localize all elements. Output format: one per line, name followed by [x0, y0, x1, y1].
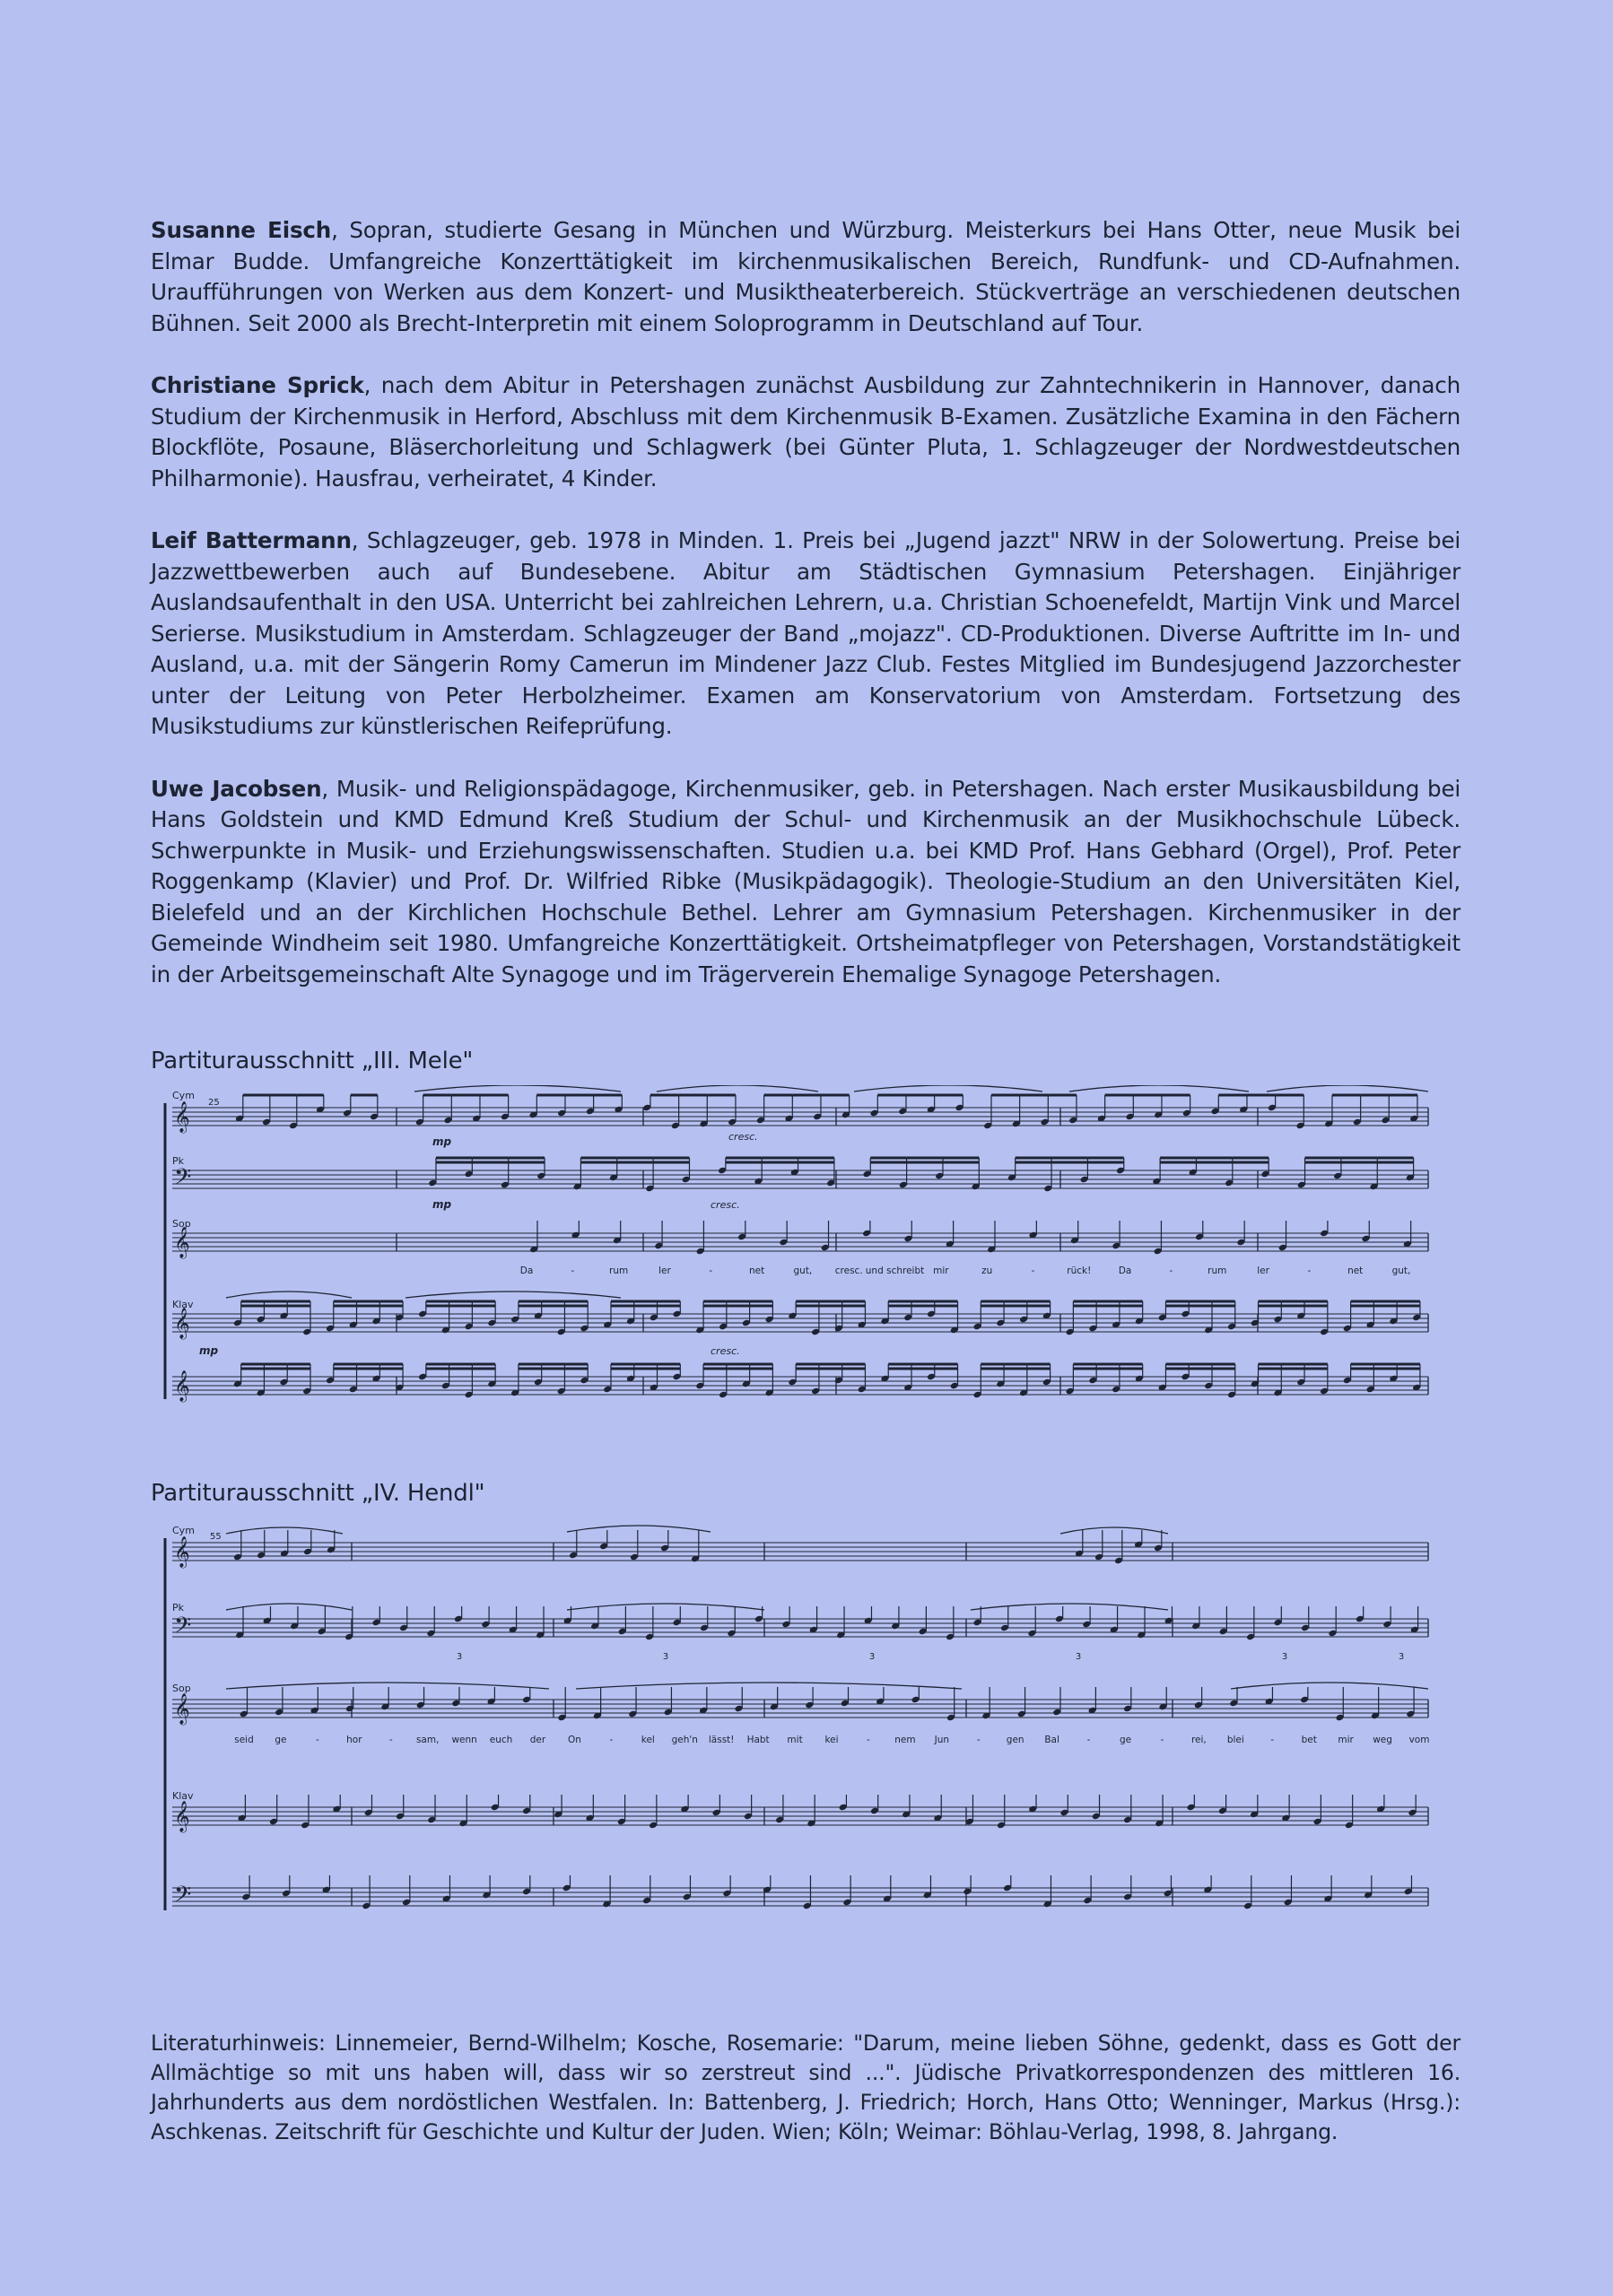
bio-text: , Sopran, studierte Gesang in München und Würzburg. Meisterkurs bei Hans Otter, neue Musik bei Elmar Budde. Umfangreiche Konzerttätigkeit im kirchenmusikalischen Bereich, Rundfunk- und CD-Aufnahmen. Uraufführungen von Werken aus dem Konzert- und Musiktheaterbereich. Stückverträge an verschiedenen deutschen Bühnen. Seit 2000 als Brecht-Interpretin mit einem Soloprogramm in Deutschland auf Tour.	[151, 217, 1460, 336]
lyric-syllable: weg	[1373, 1735, 1392, 1745]
dynamic-marking: mp	[432, 1198, 452, 1211]
bio-text: , Schlagzeuger, geb. 1978 in Minden. 1. Preis bei „Jugend jazzt" NRW in der Solowertung. Preise bei Jazzwettbewerben auch auf Bundesebene. Abitur am Städtischen Gymnasium Petershagen. Einjähriger Auslandsaufenthalt in den USA. Unterricht bei zahlreichen Lehrern, u.a. Christian Schoenefeldt, Martijn Vink und Marcel Serierse. Musikstudium in Amsterdam. Schlagzeuger der Band „mojazz". CD-Produktionen. Diverse Auftritte im In- und Ausland, u.a. mit der Sängerin Romy Camerun im Mindener Jazz Club. Festes Mitglied im Bundesjugend Jazzorchester unter der Leitung von Peter Herbolzheimer. Examen am Konservatorium von Amsterdam. Fortsetzung des Musikstudiums zur künstlerischen Reifeprüfung.	[151, 527, 1461, 739]
lyric-syllable: -	[609, 1735, 614, 1745]
lyric-syllable: bet	[1301, 1735, 1317, 1745]
slur	[226, 1527, 343, 1534]
lyric-syllable: rum	[1208, 1265, 1227, 1276]
lyric-syllable: ge	[1119, 1735, 1132, 1745]
lyric-syllable: nem	[894, 1735, 916, 1745]
bio-text: , Musik- und Religionspädagoge, Kirchenmusiker, geb. in Petershagen. Nach erster Musikausbildung bei Hans Goldstein und KMD Edmund Kreß Studium der Schul- und Kirchenmusik an der Musikhochschule Lübeck. Schwerpunkte in Musik- und Erziehungswissenschaften. Studien u.a. bei KMD Prof. Hans Gebhard (Orgel), Prof. Peter Roggenkamp (Klavier) und Prof. Dr. Wilfried Ribke (Musikpädagogik). Theologie-Studium an den Universitäten Kiel, Bielefeld und an der Kirchlichen Hochschule Bethel. Lehrer am Gymnasium Petershagen. Kirchenmusiker in der Gemeinde Windheim seit 1980. Umfangreiche Konzerttätigkeit. Ortsheimatpfleger von Petershagen, Vorstandstätigkeit in der Arbeitsgemeinschaft Alte Synagoge und im Trägerverein Ehemalige Synagoge Petershagen.	[151, 775, 1461, 987]
lyric-syllable: -	[388, 1735, 393, 1745]
lyric-syllable: wenn	[451, 1735, 477, 1745]
lyric-syllable: net	[748, 1265, 765, 1276]
lyric-syllable: -	[1160, 1735, 1164, 1745]
lyric-syllable: Jun	[934, 1735, 950, 1745]
clef: 𝄞	[174, 1227, 190, 1258]
lyric-syllable: hor	[346, 1735, 362, 1745]
dynamic-marking: mp	[432, 1135, 452, 1148]
lyric-syllable: mir	[1338, 1735, 1354, 1745]
lyric-syllable: der	[529, 1735, 546, 1745]
clef: 𝄢	[174, 1613, 192, 1644]
slur	[1069, 1085, 1249, 1091]
lyric-syllable: -	[315, 1735, 319, 1745]
lyric-syllable: net	[1347, 1265, 1364, 1276]
staff-label: Klav	[172, 1790, 194, 1802]
lyric-syllable: On	[567, 1735, 581, 1745]
biographies	[151, 215, 1460, 1022]
staff-label: Pk	[172, 1602, 185, 1613]
lyric-syllable: euch	[489, 1735, 513, 1745]
clef: 𝄢	[174, 1164, 192, 1196]
lyric-syllable: -	[976, 1735, 981, 1745]
score-svg	[154, 1085, 1446, 1439]
staff-label: Cym	[172, 1090, 195, 1101]
lyric-syllable: -	[867, 1735, 870, 1745]
lyric-syllable: gen	[1006, 1735, 1024, 1745]
slur	[414, 1085, 621, 1091]
dynamic-marking: mp	[199, 1344, 219, 1357]
bio-jacobsen	[151, 774, 1460, 991]
slur	[226, 1683, 549, 1689]
lyric-syllable: Da	[519, 1265, 534, 1276]
slur	[1267, 1085, 1428, 1091]
lyric-syllable: vom	[1408, 1735, 1430, 1745]
triplet-number: 3	[1281, 1652, 1288, 1662]
lyric-syllable: Da	[1118, 1265, 1132, 1276]
lyric-syllable: blei	[1226, 1735, 1244, 1745]
slur	[854, 1085, 1042, 1091]
measure-number: 55	[210, 1532, 222, 1542]
score-caption-mele: Partiturausschnitt „III. Mele"	[151, 1048, 474, 1074]
clef: 𝄞	[174, 1801, 190, 1832]
lyric-syllable: kei	[824, 1735, 839, 1745]
lyric-syllable: -	[1307, 1265, 1312, 1276]
score-excerpt-mele	[154, 1085, 1446, 1439]
slur	[1060, 1527, 1168, 1534]
staff-label: Sop	[172, 1683, 191, 1694]
lyric-syllable: lässt!	[708, 1735, 735, 1745]
lyric-syllable: ler	[658, 1265, 671, 1276]
triplet-number: 3	[1075, 1652, 1082, 1662]
clef: 𝄞	[174, 1101, 190, 1133]
lyric-syllable: ge	[275, 1735, 287, 1745]
slur	[226, 1292, 352, 1298]
lyric-syllable: gut,	[1391, 1265, 1411, 1276]
lyric-syllable: -	[709, 1265, 713, 1276]
lyric-syllable: rum	[609, 1265, 629, 1276]
clef: 𝄢	[174, 1882, 192, 1913]
cresc-marking: cresc.	[728, 1131, 758, 1143]
lyric-syllable: geh'n	[671, 1735, 698, 1745]
lyric-syllable: gut,	[793, 1265, 813, 1276]
lyric-syllable: seid	[234, 1735, 254, 1745]
slur	[576, 1683, 962, 1689]
slur	[226, 1604, 352, 1610]
bio-battermann	[151, 526, 1460, 743]
staff-label: Klav	[172, 1299, 194, 1310]
clef: 𝄞	[174, 1308, 190, 1339]
lyric-syllable: zu	[981, 1265, 993, 1276]
measure-number: 25	[208, 1098, 220, 1108]
lyric-syllable: sam,	[415, 1735, 440, 1745]
staff-label: Sop	[172, 1218, 191, 1230]
lyric-syllable: rück!	[1067, 1265, 1092, 1276]
staff-label: Cym	[172, 1525, 195, 1536]
slur	[567, 1526, 711, 1532]
slur	[971, 1604, 1168, 1610]
bio-text: , nach dem Abitur in Petershagen zunächst Ausbildung zur Zahntechnikerin in Hannover, danach Studium der Kirchenmusik in Herford, Abschluss mit dem Kirchenmusik B-Examen. Zusätzliche Examina in den Fächern Blockflöte, Posaune, Bläserchorleitung und Schlagwerk (bei Günter Pluta, 1. Schlagzeuger der Nordwestdeutschen Philharmonie). Hausfrau, verheiratet, 4 Kinder.	[151, 372, 1461, 491]
bio-name: Uwe Jacobsen	[151, 775, 322, 802]
lyric-syllable: kel	[641, 1735, 655, 1745]
score-excerpt-hendl	[154, 1516, 1446, 1946]
lyric-syllable: -	[1086, 1735, 1091, 1745]
bio-name: Christiane Sprick	[151, 372, 364, 398]
lyric-syllable: -	[1169, 1265, 1173, 1276]
triplet-number: 3	[456, 1652, 463, 1662]
lyric-syllable: mir	[933, 1265, 949, 1276]
lyric-syllable: ler	[1257, 1265, 1269, 1276]
triplet-number: 3	[662, 1652, 669, 1662]
bio-eisch	[151, 215, 1460, 339]
clef: 𝄞	[174, 1693, 190, 1725]
bio-name: Susanne Eisch	[151, 217, 332, 243]
lyric-syllable: -	[1031, 1265, 1035, 1276]
lyric-syllable: mit	[787, 1735, 803, 1745]
lyric-syllable: Habt	[746, 1735, 770, 1745]
lyric-syllable: -	[571, 1265, 575, 1276]
lyric-syllable: und schreibt	[865, 1265, 925, 1276]
slur	[1231, 1683, 1428, 1689]
slur	[405, 1292, 621, 1298]
score-caption-hendl: Partiturausschnitt „IV. Hendl"	[151, 1480, 485, 1507]
literature-reference: Literaturhinweis: Linnemeier, Bernd-Wilhelm; Kosche, Rosemarie: "Darum, meine lieben Söhne, gedenkt, dass es Gott der Allmächtige so mit uns haben will, dass wir so zerstreut sind ...". Jüdische Privatkorrespondenzen des mittleren 16. Jahrhunderts aus dem nordöstlichen Westfalen. In: Battenberg, J. Friedrich; Horch, Hans Otto; Wenninger, Markus (Hrsg.): Aschkenas. Zeitschrift für Geschichte und Kultur der Juden. Wien; Köln; Weimar: Böhlau-Verlag, 1998, 8. Jahrgang.	[151, 2031, 1460, 2144]
lyric-syllable: rei,	[1190, 1735, 1207, 1745]
lyric-syllable: cresc.	[834, 1265, 863, 1276]
score-svg	[154, 1516, 1446, 1946]
staff-label: Pk	[172, 1155, 185, 1167]
cresc-marking: cresc.	[711, 1199, 740, 1211]
triplet-number: 3	[868, 1652, 876, 1662]
clef: 𝄞	[174, 1370, 190, 1402]
clef: 𝄞	[174, 1536, 190, 1568]
bio-sprick	[151, 370, 1460, 494]
lyric-syllable: -	[1270, 1735, 1275, 1745]
triplet-number: 3	[1398, 1652, 1405, 1662]
lyric-syllable: Bal	[1044, 1735, 1059, 1745]
bio-name: Leif Battermann	[151, 527, 352, 553]
slur	[657, 1085, 818, 1091]
cresc-marking: cresc.	[711, 1345, 740, 1357]
